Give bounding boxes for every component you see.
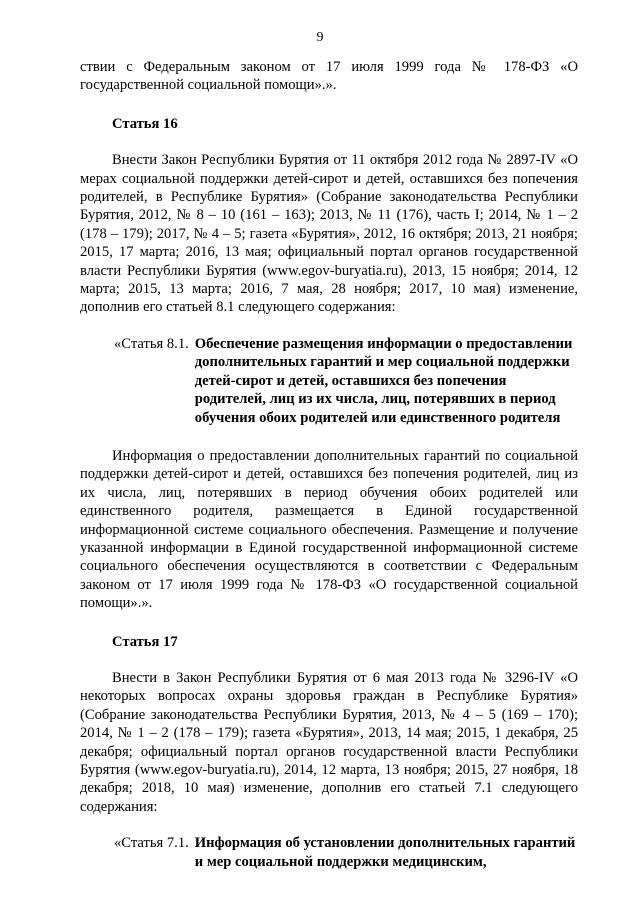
article-8-1-header	[80, 335, 578, 427]
article-8-1-title: Обеспечение размещения информации о предоставлении дополнительных гарантий и мер социальной поддержки детей-сирот и детей, оставшихся без попечения родителей, лиц из их числа, лиц, потерявших в период обучения обоих родителей или единственного родителя	[194, 335, 573, 426]
article-16-text: Внести Закон Республики Бурятия от 11 октября 2012 года № 2897-IV «О мерах социальной поддержки детей-сирот и детей, оставшихся без попечения родителей, в Республике Бурятия» (Собрание законодательства Республики Бурятия, 2012, № 8 – 10 (161 – 163); 2013, № 11 (176), часть I; 2014, № 1 – 2 (178 – 179); 2017, № 4 – 5; газета «Бурятия», 2012, 16 октября; 2013, 21 ноября; 2015, 17 марта; 2016, 13 мая; официальный портал органов государственной власти Республики Бурятия (www.egov-buryatia.ru), 2013, 15 ноября; 2014, 12 марта; 2015, 13 марта; 2016, 7 мая, 28 ноября; 2017, 10 мая) изменение, дополнив его статьей 8.1 следующего содержания:	[80, 152, 578, 316]
paragraph-continuation: ствии с Федеральным законом от 17 июля 1999 года № 178-ФЗ «О государственной социальной помощи».».	[80, 59, 578, 94]
article-17-heading: Статья 17	[112, 633, 178, 650]
article-7-1-title: Информация об установлении дополнительных гарантий и мер социальной поддержки медицинским,	[194, 835, 576, 870]
page-number: 9	[316, 30, 324, 45]
article-16-heading: Статья 16	[112, 115, 178, 132]
article-7-1-prefix: «Статья 7.1.	[114, 835, 189, 852]
article-8-1-prefix: «Статья 8.1.	[114, 335, 189, 352]
article-7-1-header	[80, 834, 578, 871]
document-body	[80, 58, 578, 891]
article-8-1-text: Информация о предоставлении дополнительных гарантий по социальной поддержки детей-сирот и детей, оставшихся без попечения родителей, лиц из их числа, лиц, потерявших в период обучения обоих родителей или единственного родителя, размещается в Единой государственной информационной системе социального обеспечения. Размещение и получение указанной информации в Единой государственной информационной системе социального обеспечения осуществляются в соответствии с Федеральным законом от 17 июля 1999 года № 178-ФЗ «О государственной социальной помощи».».	[80, 447, 578, 612]
article-17-text: Внести в Закон Республики Бурятия от 6 мая 2013 года № 3296-IV «О некоторых вопросах охраны здоровья граждан в Республике Бурятия» (Собрание законодательства Республики Бурятия, 2013, № 4 – 5 (169 – 170); 2014, № 1 – 2 (178 – 179); газета «Бурятия», 2013, 14 мая; 2015, 1 декабря, 25 декабря; официальный портал органов государственной власти Республики Бурятия (www.egov-buryatia.ru), 2014, 12 марта, 13 ноября; 2015, 27 ноября, 18 декабря; 2018, 10 мая) изменение, дополнив его статьей 7.1 следующего содержания:	[80, 669, 578, 815]
